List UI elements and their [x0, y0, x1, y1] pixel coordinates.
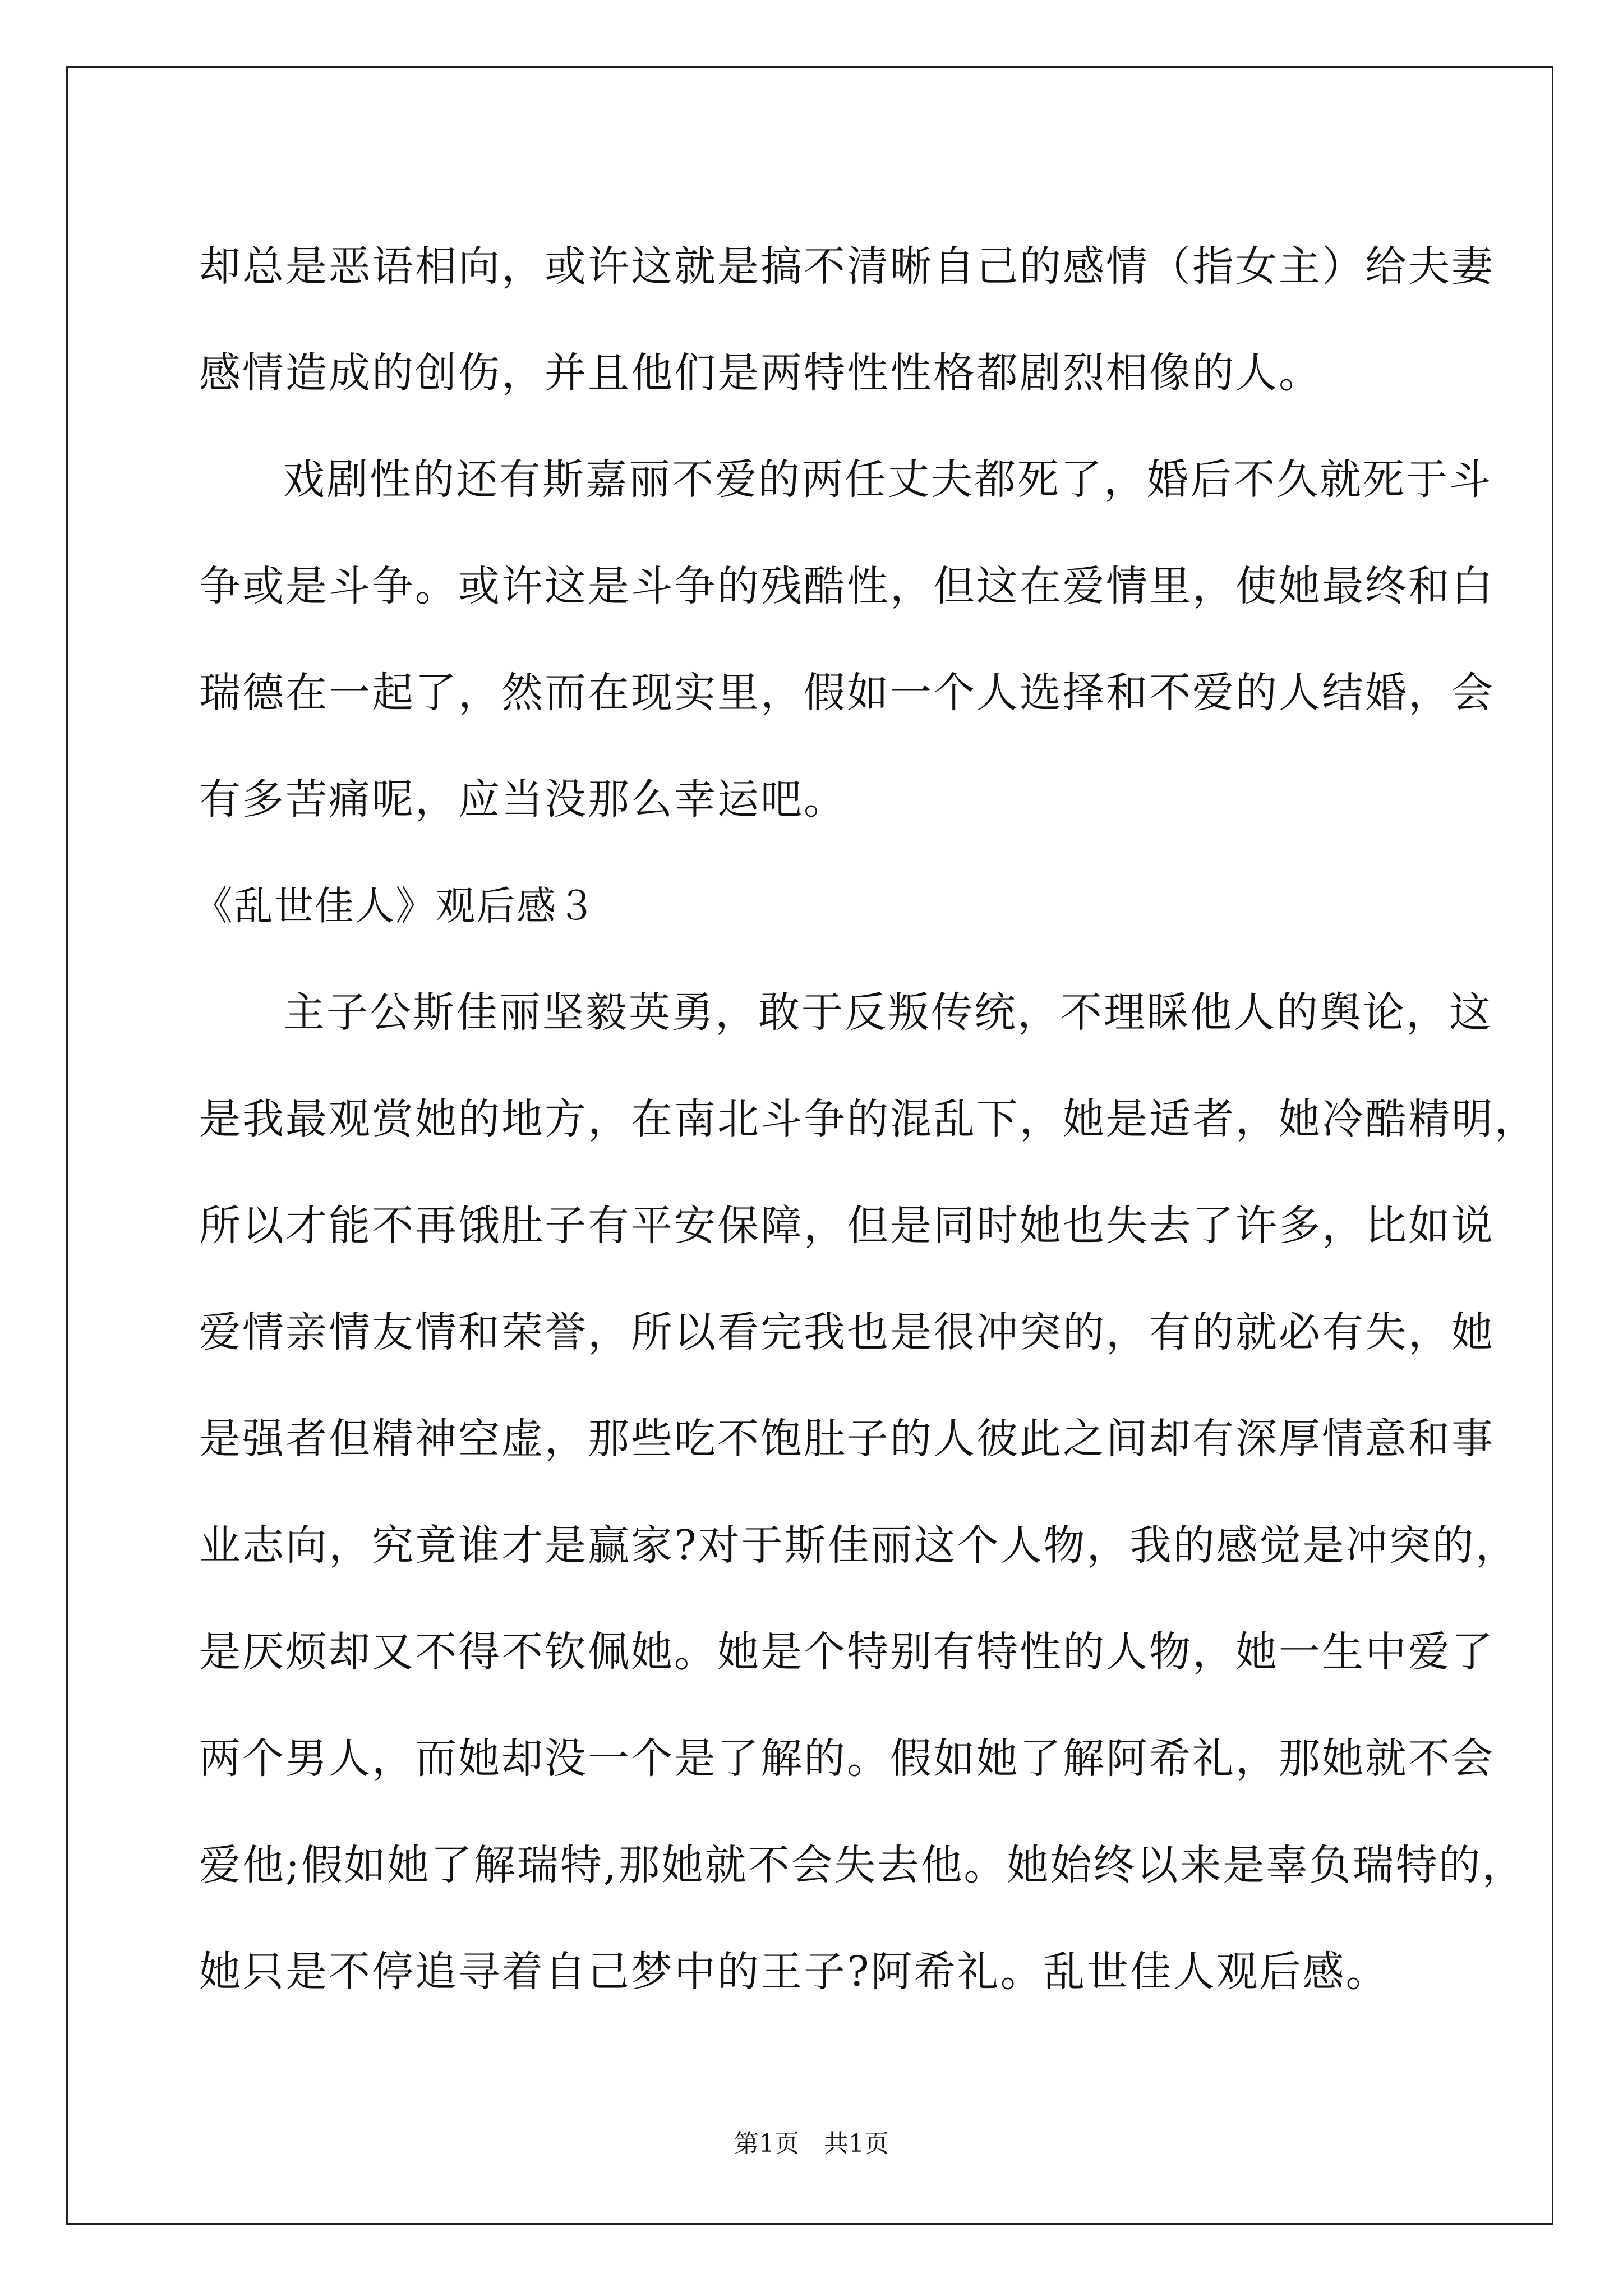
page-number-footer: 第1页 共1页: [734, 2129, 889, 2158]
text-line: 却总是恶语相向，或许这就是搞不清晰自己的感情（指女主）给夫妻: [199, 242, 1495, 291]
text-line: 瑞德在一起了，然而在现实里，假如一个人选择和不爱的人结婚，会: [199, 669, 1495, 717]
text-line: 她只是不停追寻着自己梦中的王子?阿希礼。乱世佳人观后感。: [199, 1948, 1389, 1996]
text-line: 感情造成的创伤，并且他们是两特性性格都剧烈相像的人。: [199, 349, 1322, 397]
section-heading: 《乱世佳人》观后感３: [193, 883, 597, 929]
text-line: 争或是斗争。或许这是斗争的残酷性，但这在爱情里，使她最终和白: [199, 562, 1495, 610]
text-line: 是我最观赏她的地方，在南北斗争的混乱下，她是适者，她冷酷精明，: [199, 1095, 1538, 1143]
document-body: [193, 213, 1538, 2025]
text-line: 是厌烦却又不得不钦佩她。她是个特别有特性的人物，她一生中爱了: [199, 1628, 1495, 1676]
text-line: 两个男人，而她却没一个是了解的。假如她了解阿希礼，那她就不会: [199, 1734, 1495, 1783]
text-line: 爱他;假如她了解瑞特,那她就不会失去他。她始终以来是辜负瑞特的，: [199, 1841, 1525, 1889]
text-line: 有多苦痛呢，应当没那么幸运吧。: [199, 775, 847, 823]
text-line: 所以才能不再饿肚子有平安保障，但是同时她也失去了许多，比如说: [199, 1202, 1495, 1250]
text-line: 是强者但精神空虚，那些吃不饱肚子的人彼此之间却有深厚情意和事: [199, 1415, 1495, 1463]
text-line: 业志向，究竟谁才是赢家?对于斯佳丽这个人物，我的感觉是冲突的，: [199, 1521, 1519, 1570]
paragraph-start-line: 戏剧性的还有斯嘉丽不爱的两任丈夫都死了，婚后不久就死于斗: [283, 455, 1492, 504]
paragraph-start-line: 主子公斯佳丽坚毅英勇，敢于反叛传统，不理睬他人的舆论，这: [283, 988, 1492, 1037]
text-line: 爱情亲情友情和荣誉，所以看完我也是很冲突的，有的就必有失，她: [199, 1308, 1495, 1356]
